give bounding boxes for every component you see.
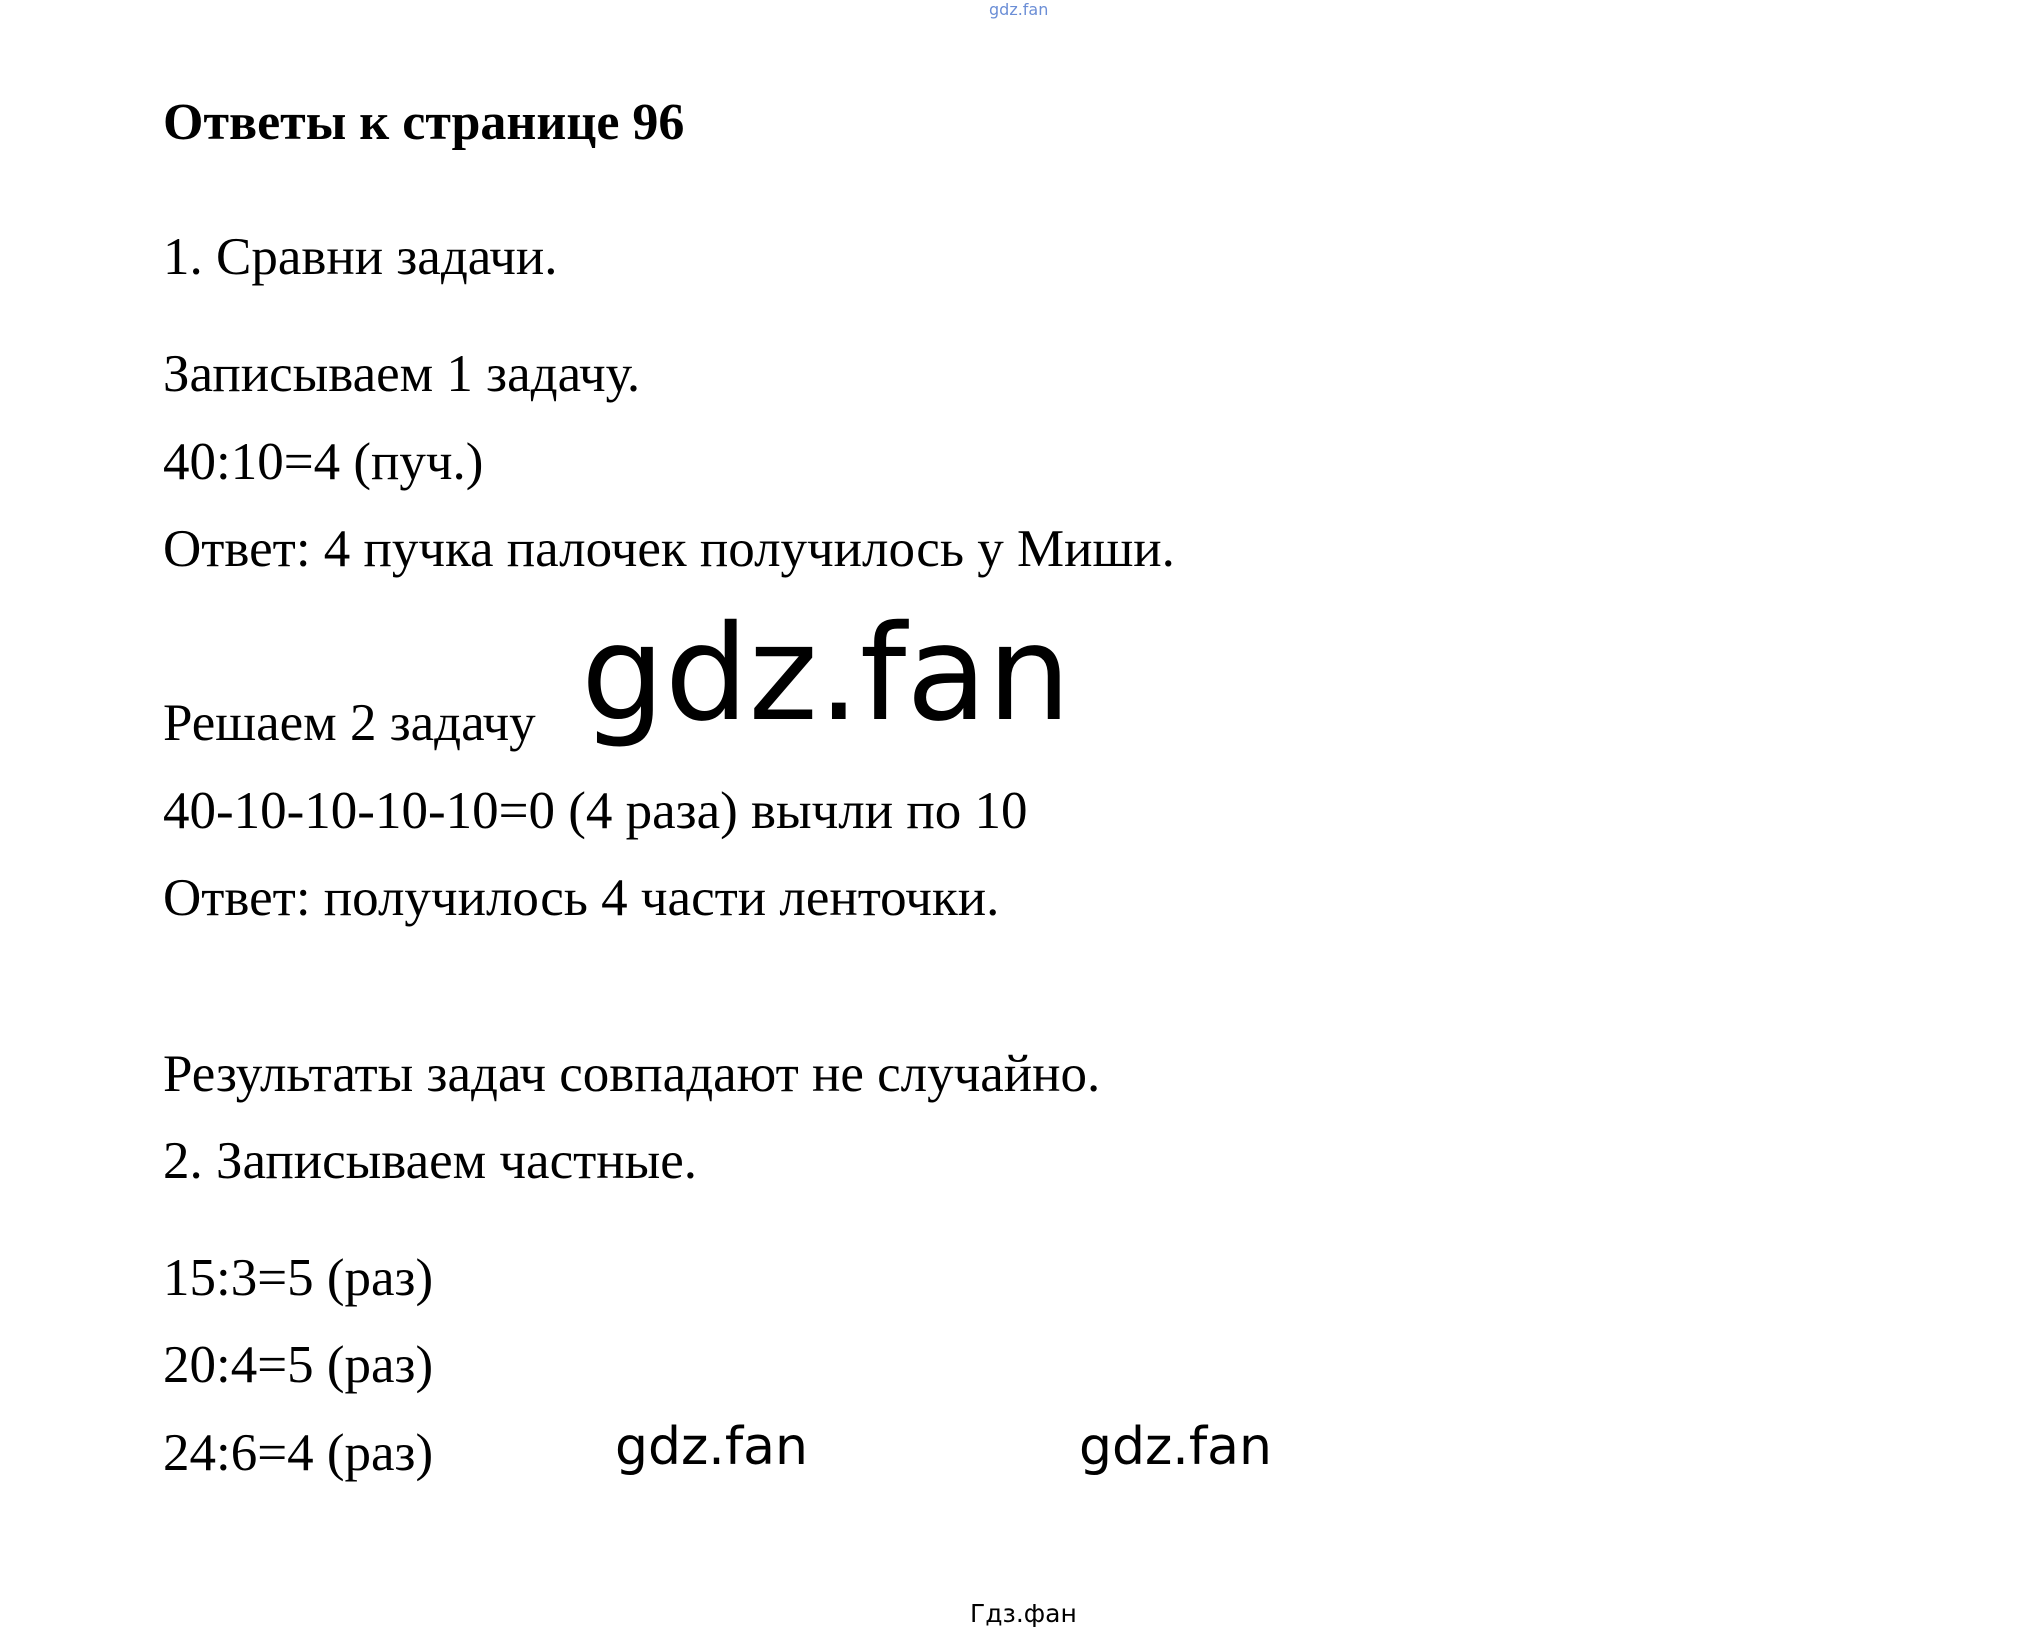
conclusion: Результаты задач совпадают не случайно.: [163, 1045, 1101, 1103]
watermark-large: gdz.fan: [581, 597, 1071, 751]
quotient-3: 24:6=4 (раз): [163, 1424, 434, 1482]
watermark-top: gdz.fan: [989, 0, 1049, 19]
quotient-1: 15:3=5 (раз): [163, 1249, 434, 1307]
task-1-answer: Ответ: 4 пучка палочек получилось у Миши.: [163, 520, 1175, 578]
task-1-equation: 40:10=4 (пуч.): [163, 433, 484, 491]
task-2-equation: 40-10-10-10-10=0 (4 раза) вычли по 10: [163, 782, 1028, 840]
watermark-mid-left: gdz.fan: [615, 1417, 808, 1477]
watermark-mid-right: gdz.fan: [1079, 1417, 1272, 1477]
page-title: Ответы к странице 96: [163, 94, 685, 151]
task-2-heading: Решаем 2 задачу: [163, 694, 536, 752]
task-2-answer: Ответ: получилось 4 части ленточки.: [163, 869, 1000, 927]
task-1-record: Записываем 1 задачу.: [163, 345, 641, 403]
watermark-bottom: Гдз.фан: [970, 1599, 1077, 1628]
quotient-2: 20:4=5 (раз): [163, 1336, 434, 1394]
task-1-heading: 1. Сравни задачи.: [163, 228, 558, 286]
exercise-2-heading: 2. Записываем частные.: [163, 1132, 698, 1190]
